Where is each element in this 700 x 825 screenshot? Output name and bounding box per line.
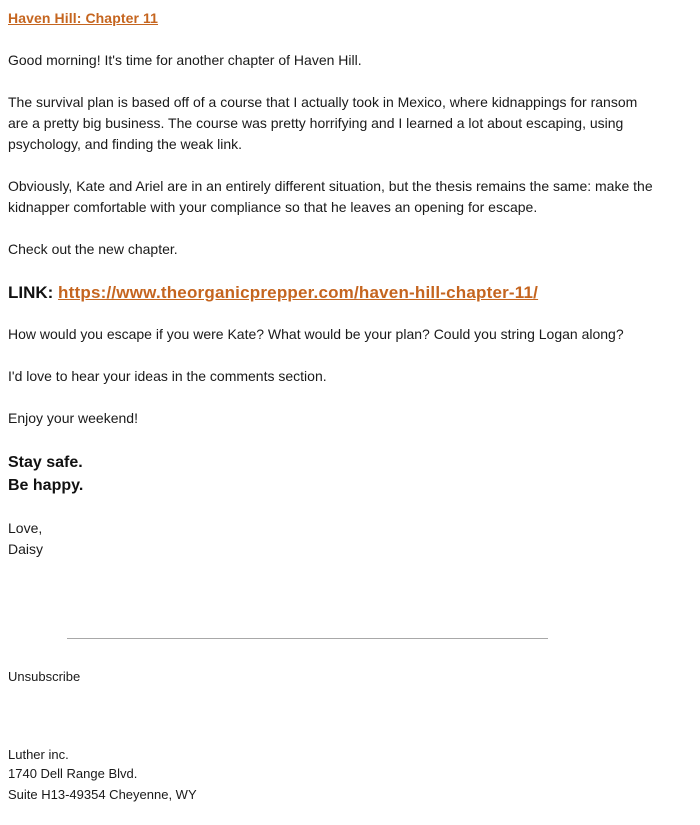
question-text: How would you escape if you were Kate? What would be your plan? Could you string Logan along? bbox=[8, 326, 624, 342]
company-name: Luther inc. bbox=[8, 747, 69, 762]
address-line-1: 1740 Dell Range Blvd. bbox=[8, 766, 138, 781]
link-label: LINK: bbox=[8, 283, 59, 302]
chapter-title-link[interactable]: Haven Hill: Chapter 11 bbox=[8, 10, 159, 26]
paragraph-thesis bbox=[8, 176, 694, 218]
sign-off-love: Love, bbox=[8, 520, 43, 536]
paragraph-survival-plan bbox=[8, 92, 694, 155]
unsubscribe-link[interactable]: Unsubscribe bbox=[8, 669, 81, 684]
paragraph-line: The survival plan is based off of a course that I actually took in Mexico, where kidnappings for ransom bbox=[8, 94, 638, 110]
paragraph-line: Obviously, Kate and Ariel are in an entirely different situation, but the thesis remains the same: make the bbox=[8, 178, 653, 194]
paragraph-line: are a pretty big business. The course was pretty horrifying and I learned a lot about escaping, using bbox=[8, 115, 624, 131]
chapter-url-link[interactable]: https://www.theorganicprepper.com/haven-hill-chapter-11/ bbox=[58, 283, 539, 302]
check-out-text: Check out the new chapter. bbox=[8, 241, 178, 257]
stay-safe-text: Stay safe. bbox=[8, 454, 83, 471]
greeting-text: Good morning! It's time for another chapter of Haven Hill. bbox=[8, 52, 362, 68]
paragraph-line: psychology, and finding the weak link. bbox=[8, 136, 242, 152]
be-happy-text: Be happy. bbox=[8, 477, 84, 494]
footer-divider bbox=[67, 638, 548, 639]
chapter-link-line bbox=[8, 282, 538, 304]
signature-name: Daisy bbox=[8, 541, 44, 557]
comments-text: I'd love to hear your ideas in the comments section. bbox=[8, 368, 327, 384]
weekend-text: Enjoy your weekend! bbox=[8, 410, 138, 426]
address-line-2: Suite H13-49354 Cheyenne, WY bbox=[8, 787, 197, 802]
paragraph-line: kidnapper comfortable with your compliance so that he leaves an opening for escape. bbox=[8, 199, 538, 215]
